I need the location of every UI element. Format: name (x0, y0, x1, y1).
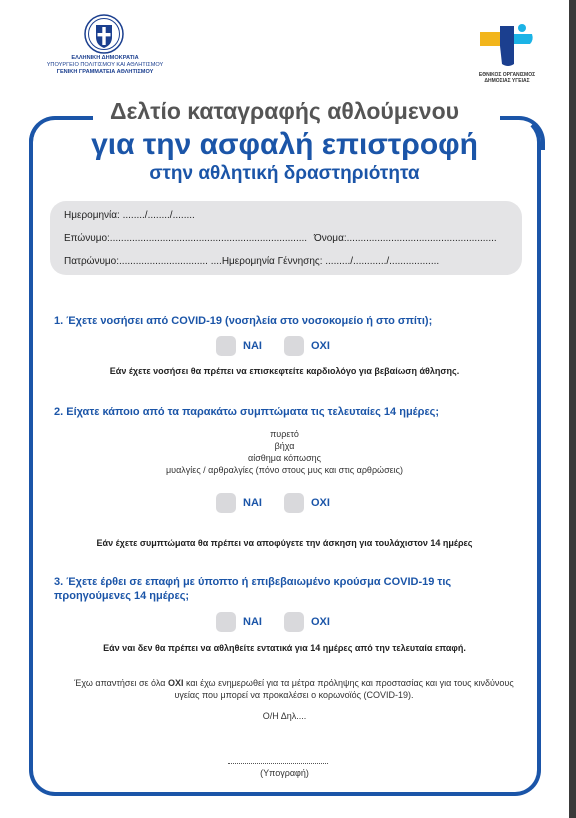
date-field[interactable]: Ημερομηνία: ......../......../........ (64, 210, 195, 221)
eody-line-1: ΕΘΝΙΚΟΣ ΟΡΓΑΝΙΣΜΟΣ (478, 72, 536, 78)
title-line-3: στην αθλητική δραστηριότητα (149, 163, 420, 184)
eody-line-2: ΔΗΜΟΣΙΑΣ ΥΓΕΙΑΣ (484, 78, 530, 84)
q1-note: Εάν έχετε νοσήσει θα πρέπει να επισκεφτείτε καρδιολόγο για βεβαίωση άθλησης. (109, 366, 460, 376)
title-line-1: Δελτίο καταγραφής αθλούμενου (109, 98, 460, 124)
title-line-2: για την ασφαλή επιστροφή (91, 128, 478, 161)
question-3-line-1: 3. Έχετε έρθει σε επαφή με ύποπτο ή επιβεβαιωμένο κρούσμα COVID-19 τις (54, 576, 452, 588)
eody-name (466, 72, 548, 84)
personal-info-box (50, 201, 522, 275)
q2-no-label: ΟΧΙ (311, 497, 330, 509)
declaration-bold: ΟΧΙ (167, 678, 184, 688)
q2-yes-checkbox[interactable] (216, 493, 236, 513)
symptom-2: βήχα (274, 441, 295, 451)
q1-no-checkbox[interactable] (284, 336, 304, 356)
q3-yes-label: ΝΑΙ (243, 616, 262, 628)
ministry-header (20, 55, 190, 76)
q3-note: Εάν ναι δεν θα πρέπει να αθληθείτε εντατικά για 14 ημέρες από την τελευταία επαφή. (103, 643, 466, 653)
q1-no-label: ΟΧΙ (311, 340, 330, 352)
q2-yes-label: ΝΑΙ (243, 497, 262, 509)
q2-no-checkbox[interactable] (284, 493, 304, 513)
declaration-text (74, 677, 514, 701)
q3-no-label: ΟΧΙ (311, 616, 330, 628)
declaration-post: και έχω ενημερωθεί για τα μέτρα πρόληψης και προστασίας και για τους κινδύνους υγείας που μπορεί να προκαλέσει ο κορωνοϊός (COVID-19). (174, 678, 514, 700)
father-birthdate-field[interactable]: Πατρώνυμο:................................ ....Ημερομηνία Γέννησης: ........./............/.................. (64, 256, 440, 267)
symptom-3: αίσθημα κόπωσης (248, 453, 321, 463)
question-1: 1. Έχετε νοσήσει από COVID-19 (νοσηλεία στο νοσοκομείο ή στο σπίτι); (54, 315, 433, 327)
page-edge-shadow (569, 0, 576, 818)
q1-yes-label: ΝΑΙ (243, 340, 262, 352)
question-3-line-2: προηγούμενες 14 ημέρες; (54, 590, 190, 602)
gov-line-1: ΕΛΛΗΝΙΚΗ ΔΗΜΟΚΡΑΤΙΑ (71, 55, 139, 61)
gov-line-2: ΥΠΟΥΡΓΕΙΟ ΠΟΛΙΤΙΣΜΟΥ ΚΑΙ ΑΘΛΗΤΙΣΜΟΥ (46, 62, 164, 68)
q1-yes-checkbox[interactable] (216, 336, 236, 356)
symptom-1: πυρετό (270, 429, 299, 439)
signature-label: (Υπογραφή) (260, 768, 309, 778)
declaration-pre: Έχω απαντήσει σε όλα (74, 678, 168, 688)
signature-line[interactable] (228, 763, 328, 764)
greek-emblem-icon (84, 14, 124, 54)
eody-logo-icon (474, 20, 538, 70)
name-field[interactable]: Όνομα:...................................................... (314, 233, 497, 244)
q2-note: Εάν έχετε συμπτώματα θα πρέπει να αποφύγετε την άσκηση για τουλάχιστον 14 ημέρες (96, 538, 473, 548)
declarant-label: Ο/Η Δηλ.... (262, 711, 307, 721)
question-2: 2. Είχατε κάποιο από τα παρακάτω συμπτώματα τις τελευταίες 14 ημέρες; (54, 406, 440, 418)
surname-field[interactable]: Επώνυμο:....................................................................... (64, 233, 308, 244)
q3-no-checkbox[interactable] (284, 612, 304, 632)
q3-yes-checkbox[interactable] (216, 612, 236, 632)
symptom-4: μυαλγίες / αρθραλγίες (πόνο στους μυς και στις αρθρώσεις) (166, 465, 403, 475)
gov-line-3: ΓΕΝΙΚΗ ΓΡΑΜΜΑΤΕΙΑ ΑΘΛΗΤΙΣΜΟΥ (56, 69, 154, 75)
